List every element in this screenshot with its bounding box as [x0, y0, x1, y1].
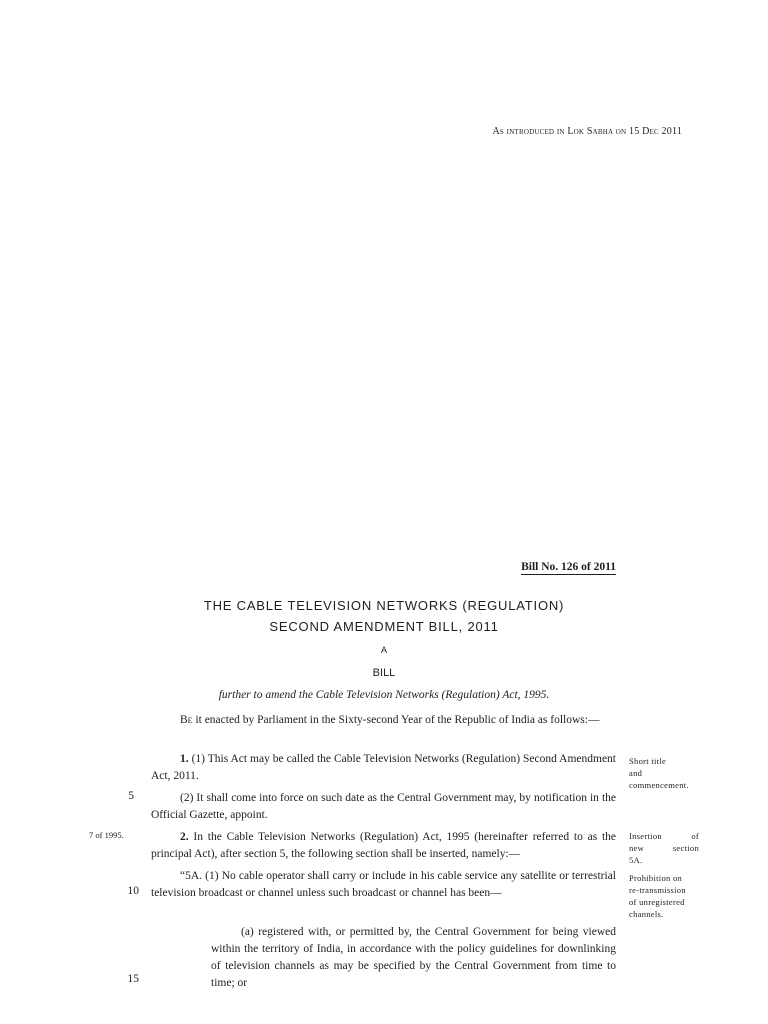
enacting-formula [151, 712, 616, 729]
margin-note-line: channels. [629, 909, 664, 919]
section-1-subsection-2: (2) It shall come into force on such date as the Central Government may, by notification in the Official Gazette, appoint. [151, 792, 616, 821]
line-number-15: 15 [127, 973, 139, 985]
margin-note-line: Prohibition on [629, 873, 683, 883]
line-number-5: 5 [128, 790, 134, 802]
margin-note-word: new [629, 843, 645, 853]
article-a: A [380, 645, 387, 655]
section-1-number: 1. [180, 753, 189, 765]
margin-note-line: commencement. [629, 780, 689, 790]
margin-note-insertion [629, 830, 699, 866]
section-1-text: (1) This Act may be called the Cable Television Networks (Regulation) Second Amendment Act, 2011. [151, 753, 616, 782]
margin-note-line: of unregistered [629, 897, 685, 907]
margin-note-word: Insertion [629, 831, 662, 841]
section-1 [151, 751, 616, 785]
intro-prefix: As introduced in Lok Sabha [492, 126, 614, 137]
bill-title-line-1: THE CABLE TELEVISION NETWORKS (REGULATION) [203, 598, 565, 613]
bill-number: Bill No. 126 of 2011 [521, 561, 616, 573]
margin-note-line: Short title [629, 756, 667, 766]
act-reference-note: 7 of 1995. [89, 830, 124, 840]
margin-note-short-title [629, 755, 699, 791]
margin-note-line [629, 830, 699, 842]
intro-date: on 15 Dec 2011 [615, 126, 682, 137]
bill-heading: BILL [372, 667, 396, 679]
margin-note-word: of [691, 831, 699, 841]
section-2-number: 2. [180, 831, 189, 843]
bill-title-line-2: SECOND AMENDMENT BILL, 2011 [269, 619, 499, 634]
section-2 [151, 829, 616, 863]
margin-note-word: section [672, 843, 699, 853]
long-title: further to amend the Cable Television Networks (Regulation) Act, 1995. [218, 689, 550, 701]
line-number-10: 10 [127, 885, 139, 897]
margin-note-prohibition [629, 872, 699, 920]
clause-a: (a) registered with, or permitted by, the Central Government for being viewed within the territory of India, in accordance with the policy guidelines for downlinking of television channels as may be specified by the Central Government from time to time; or [211, 926, 616, 989]
margin-note-line: re-transmission [629, 885, 686, 895]
margin-note-line: and [629, 768, 643, 778]
margin-note-line [629, 842, 699, 854]
section-2-text: In the Cable Television Networks (Regulation) Act, 1995 (hereinafter referred to as the principal Act), after section 5, the following section shall be inserted, namely:— [151, 831, 617, 860]
enacting-first-word: Be [180, 714, 193, 726]
margin-note-line: 5A. [629, 855, 643, 865]
introduction-note [492, 126, 682, 137]
new-section-5a: “5A. (1) No cable operator shall carry or include in his cable service any satellite or terrestrial television broadcast or channel unless such broadcast or channel has been— [151, 870, 616, 899]
enacting-text: it enacted by Parliament in the Sixty-second Year of the Republic of India as follows:— [192, 714, 600, 726]
